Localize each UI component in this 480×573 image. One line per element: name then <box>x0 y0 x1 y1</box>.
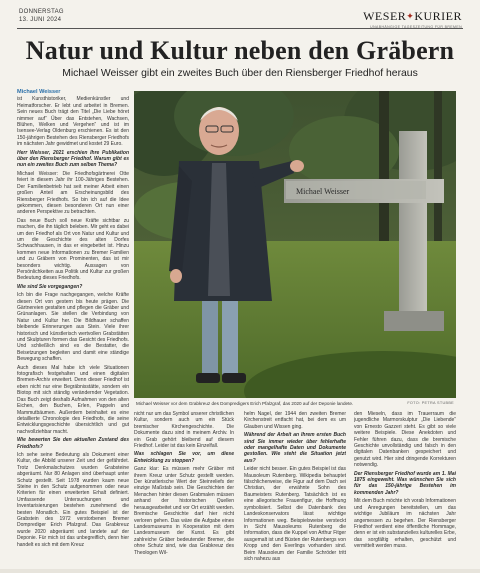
photo-illustration <box>134 91 456 398</box>
question: Während der Arbeit an Ihrem ersten Buch sind Sie immer wieder über fehlerhafte oder mangelhafte Daten und Dokumente gestoßen. Wie steht die Situation jetzt aus? <box>244 432 346 464</box>
weekday: DONNERSTAG <box>19 9 64 15</box>
answer: Mit dem Buch möchte ich vorab Informationen und Anregungen bereitstellen, um das wichtige Jubiläum im nächsten Jahr angemessen zu begehen. Der Riensberger Friedhof verdient eine öffentliche Hommage, denn er ist ein substanzielles kulturelles Erbe, das sorgfältig erhalten, geschützt und vermittelt werden muss. <box>354 498 456 550</box>
author-bio: ist Kunsthistoriker, Medienkünstler und Heimatforscher. Er lebt und arbeitet in Bremen. Sein neues Buch trägt den Titel „Die Liebe höret nimmer auf“ Über das Entstehen, Wachsen, Blühen, Welken und Vergehen“ und ist im Isensee-Verlag Oldenburg erschienen. Es ist den 150-jährigen Bestehen des Riensberger Friedhofs im nächsten Jahr gewidmet und kostet 29 Euro. <box>17 96 129 148</box>
logo-left: WESER <box>363 9 407 23</box>
logo-separator-icon: ✦ <box>406 11 415 21</box>
page-bottom-bar <box>0 569 480 573</box>
photo-caption-bar <box>134 399 456 408</box>
author-name: Michael Weisser <box>17 89 61 95</box>
article-photo <box>134 91 456 398</box>
newspaper-logo <box>363 9 462 24</box>
answer: den Mieseln, dass im Trauerraum die jugendliche Marmorskulptur „Die Liebende“ von Ernesto Gazzeri steht. Es gibt so viele weitere Beispiele. Diese Anekdoten und Fehler führen dazu, dass die bremische Geschichte unvollständig und falsch in den digitalen Datenbanken gespeichert und genutzt wird. Hier sind dringende Korrekturen notwendig. <box>354 411 456 469</box>
masthead <box>363 9 462 29</box>
subheadline: Michael Weisser gibt ein zweites Buch über den Riensberger Friedhof heraus <box>62 68 418 79</box>
photo-caption: Michael Weisser vor dem Grabkreuz des Dompredigers Erich Pfalzgraf, das 2020 auf der Deponie landete. <box>136 401 354 406</box>
answer: Leider nicht besser. Ein gutes Beispiel ist das Mausoleum Rutenberg. Wikipedia behauptet fälschlicherweise, die Figur auf dem Dach sei Christian, der erwähnte Sohn des Baumeisters Rutenberg. Tatsächlich ist es eine allegorische Frauenfigur, die Hoffnung symbolisiert. Selbst die Datenbank des Landeskonservators lässt wichtige Informationen weg. Beispielsweise versteckt in Sicht Mausoleums Rutenberg die Information, dass die Kuppel von Arthur Fitger ausgemalt ist und Büsten der Rutenbergs von Kropp und den Everlings vorhanden sind. Beim Mausoleum der Familie Schröder tritt sich nahezu aus <box>244 466 346 562</box>
question: Wie sind Sie vorgegangen? <box>17 283 83 290</box>
question: Der Riensberger Friedhof wurde am 1. Mai 1875 eingeweiht. Was wünschen Sie sich für das 150-jährige Bestehen im kommenden Jahr? <box>354 470 456 496</box>
column-2 <box>134 411 234 567</box>
answer: Michael Weisser: Die Friedhofsgärtnerei Otte feiert in diesem Jahr ihr 100-Jähriges Bestehen. Der Familienbetrieb hat seit meiner Arbeit einen großen Anteil am Erscheinungsbild des Riensberger Friedhofs. So bin ich auf die Idee gekommen, diesen besonderen Ort nun einer anderen Perspektive zu betrachten. <box>17 170 129 216</box>
headline: Natur und Kultur neben den Gräbern <box>25 36 455 65</box>
issue-date <box>19 9 64 24</box>
header-rule <box>17 28 463 29</box>
logo-right: KURIER <box>414 9 462 23</box>
question: Herr Weisser, 2021 erschien Ihre Publikation über den Riensberger Friedhof. Warum gibt es nun ein zweites Buch zum selben Thema? <box>17 149 129 169</box>
column-1 <box>17 89 129 569</box>
answer: Das neue Buch soll neue Kräfte sichtbar zu machen, die ihn täglich beleben. Mir geht es dabei um den Friedhof als Ort von Natur und Kultur und um die Geschichte des alten Dorfes Schwachhausen, in das er eingebettet ist. Hinzu kommen neue Informationen zu Bremer Familien und zu Gräbern von Prominenten, das ist mir besonders wichtig. Aussagen von Persönlichkeiten aus Politik und Kultur zur großen Bedeutung dieses Friedhofs. <box>17 217 129 282</box>
date: 13. JUNI 2024 <box>19 16 62 23</box>
column-3 <box>244 411 346 567</box>
logo-subtitle: UNABHÄNGIGE TAGESZEITUNG FÜR BREMEN <box>370 25 462 29</box>
answer: Ganz klar: Es müssen mehr Gräber mit ihrem Kreuz unter Schutz gestellt werden. Der künstlerische Wert der Steinreliefs der einzige Maßstab sein. Die Geschichten der Menschen hinter diesen Grabmalen müssen anhand der historischen Quellen herausgearbeitet und vor Ort erzählt werden. Bremische Geschichte darf hier nicht verloren gehen. Das wäre die Aufgabe eines Landesmuseums in Kooperation mit dem Landesmuseum der Kunst. Es gibt zahlreiche Gräber bedeutender Bremer, die ohne Schutz sind, wie das Grabkreuz des Theologen Wil- <box>134 466 234 556</box>
answer: helm Nagel, der 1944 den zweiten Bremer Kirchenstreit entfacht hat, bei dem es um Glauben und Wissen ging. <box>244 411 346 430</box>
answer: Auch dieses Mal habe ich viele Situationen fotografisch festgehalten und einen digitalen Bremen-Archiv erweitert. Denn dieser Friedhof ist eben nicht nur eine Begräbnisstätte, sondern ein Biotop mit sich ständig verändernder Vegetation. Das Buch zeigt deshalb Aufnahmen von den alten Eichen, den Buchen, Erlen, Pappeln und Mammutbäumen. Außerdem beinhaltet es eine detaillierte Chronologie des Friedhofs, die seine Entwicklungsgeschichte übersichtlich und gut nachvollziehbar macht. <box>17 364 129 435</box>
answer: nicht nur um das Symbol unserer christlichen Kultur, sondern auch um ein Stück bremischer Kirchengeschichte. Die Dokumente dazu sind in meinem Archiv. In ein Grab gehört bleibend auf diesem Friedhof. Leider ist das kein Einzelfall. <box>134 411 234 450</box>
answer: Ich sehe seine Bedeutung als Dokument einer Kultur, die Abbild unserer Zeit und der gefährdet. Trotz Denkmalschutzes wurden Grabsteine abgeräumt. Nur 80 Anlagen sind überhaupt unter Schutz gestellt. Seit 1978 wurden kaum neue Steine in den Schutz aufgenommen oder neue Kriterien für einen erweiterten Erhalt definiert. Umfassende Untersuchungen und Inventarisierungen bestehen zunehmend die besten Monatlich. Ein gutes Beispiel ist der Grabstein des 1972 verstorbenen Bremer Domprediger Erich Pfalzgraf. Das Grabkreuz wurde 2020 abgeräumt und landete auf der Deponie. Für mich ist das unbegreiflich, denn hier handelt es sich mit dem Kreuz <box>17 451 129 548</box>
question: Wie bewerten Sie den aktuellen Zustand des Friedhofs? <box>17 437 129 450</box>
answer: Ich bin die Frage nachgegangen, welche Kräfte diesen Ort von gestern bis heute prägen. Die Gärtnereien gestalten und pflegen die Gräber und Grünanlagen. Sie stellen die Verbindung von Natur und Kultur her. Die Bildhauer schaffen bleibende Erinnerungen aus Stein. Viele ihrer historisch und künstlerisch wertvollen Grabstätten und Skulpturen formen das Gesicht des Friedhofs. Und schließlich sind es die Bestatter, die Beisetzungen begleiten und damit eine ständige Bewegung schaffen. <box>17 292 129 363</box>
photo-credit: FOTO: PETRA STUBBE <box>407 401 454 405</box>
cross-inscription: Michael Weisser <box>296 187 350 196</box>
column-4 <box>354 411 456 567</box>
question: Was schlagen Sie vor, um diese Entwicklung zu stoppen? <box>134 451 234 464</box>
